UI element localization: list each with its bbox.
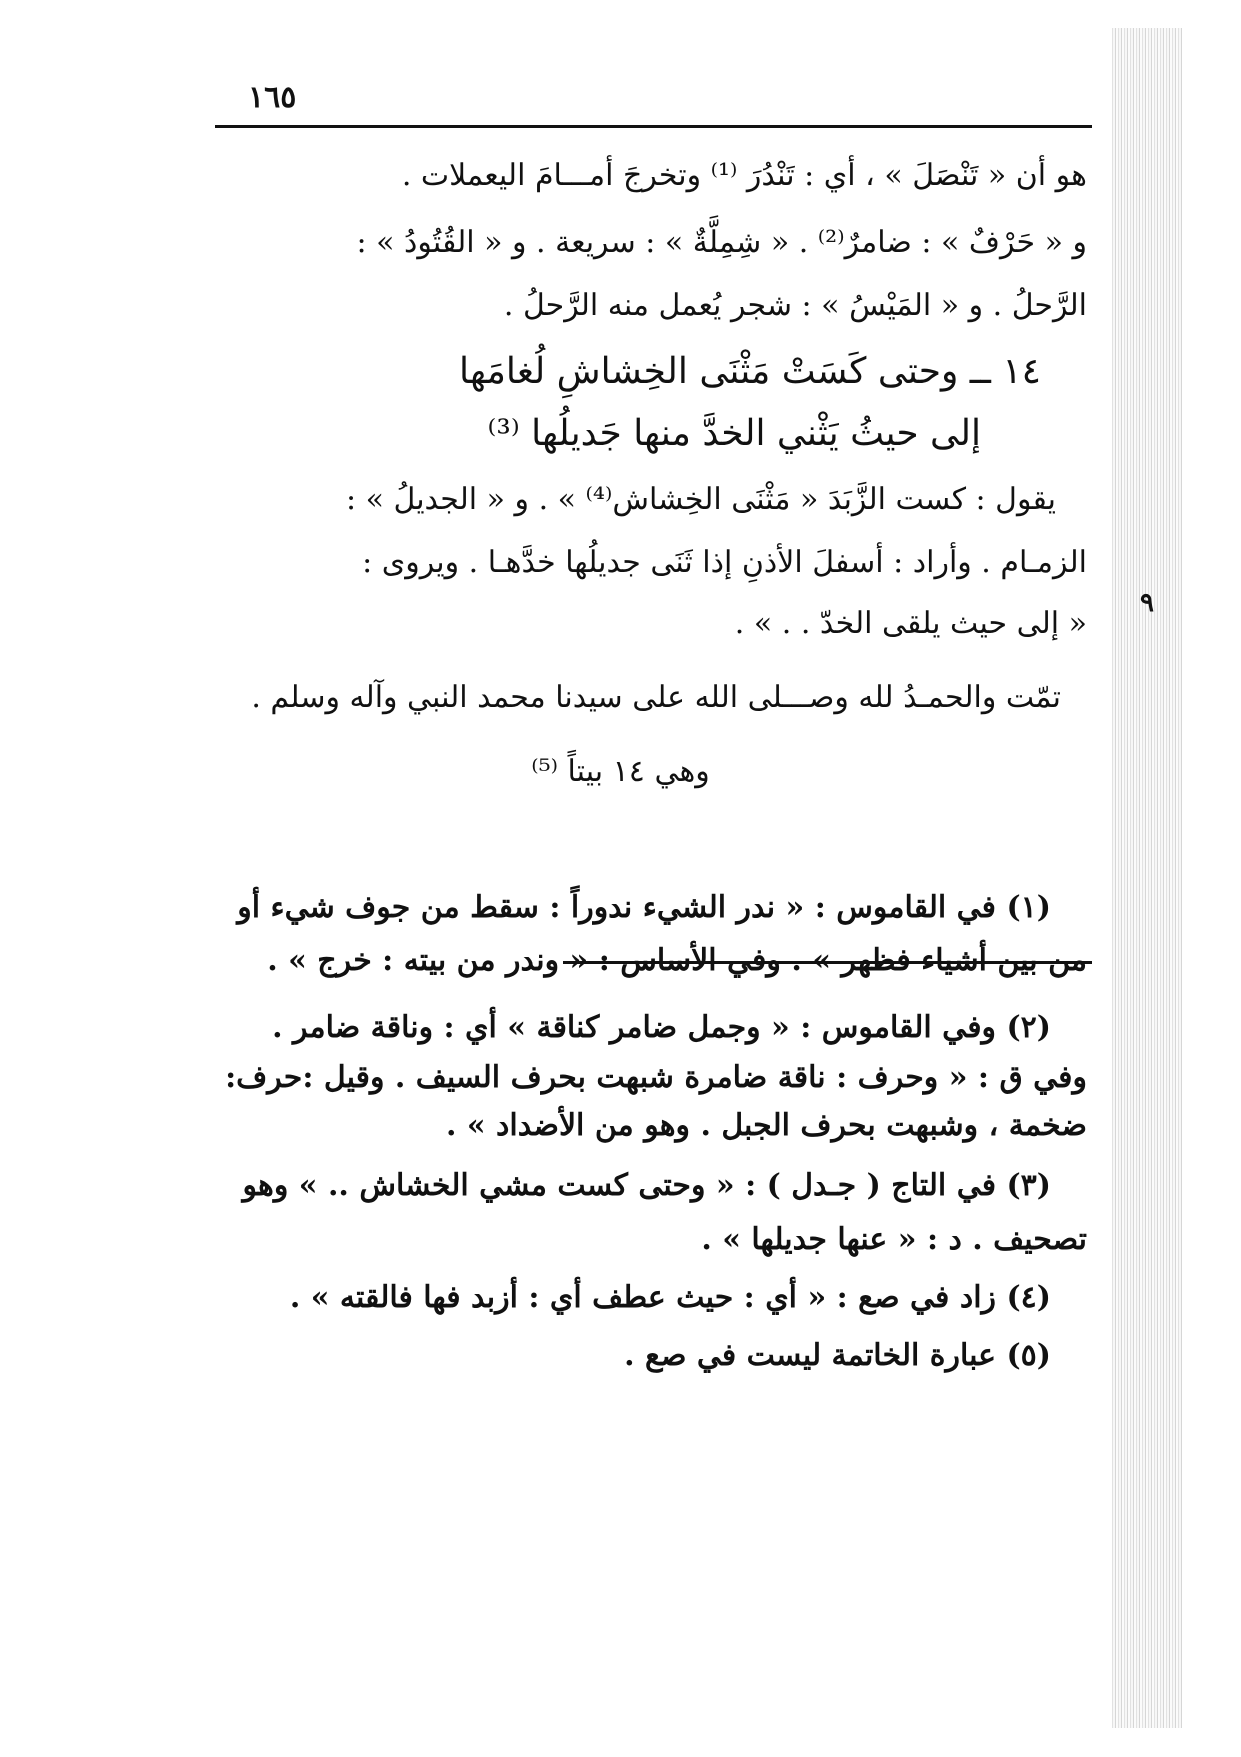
text-line: الرَّحلُ . و « المَيْسُ » : شجر يُعمل منه الرَّحلُ . — [503, 288, 1087, 323]
footnote-line: (٤) زاد في صع : « أي : حيث عطف أي : أزبد فها فالقته » . — [289, 1280, 1051, 1315]
footnote-line: ضخمة ، وشبهت بحرف الجبل . وهو من الأضداد » . — [445, 1108, 1087, 1143]
footnote-line: (٣) في التاج ( جـدل ) : « وحتى كست مشي الخشاش .. » وهو — [242, 1168, 1051, 1203]
text-line: الزمـام . وأراد : أسفلَ الأذنِ إذا ثَنَى جديلُها خدَّهـا . ويروى : — [362, 545, 1087, 580]
text-line: و « حَرْفٌ » : ضامرٌ⁽²⁾ . « شِمِلَّةٌ » : سريعة . و « القُتُودُ » : — [356, 225, 1087, 260]
verse-count: وهي ١٤ بيتاً ⁽⁵⁾ — [531, 754, 710, 789]
verse-line: ١٤ ــ وحتى كَسَتْ مَثْنَى الخِشاشِ لُغامَها — [459, 351, 1041, 392]
text-line: يقول : كست الزَّبَدَ « مَثْنَى الخِشاش⁽⁴⁾ » . و « الجديلُ » : — [345, 482, 1056, 517]
text-line: هو أن « تَنْصَلَ » ، أي : تَنْدُرَ ⁽¹⁾ وتخرجَ أمـــامَ اليعملات . — [401, 158, 1087, 193]
margin-number: ٩ — [1140, 588, 1154, 618]
verse-line: إلى حيثُ يَثْني الخدَّ منها جَديلُها ⁽³⁾ — [487, 413, 981, 454]
footnote-line: وفي ق : « وحرف : ناقة ضامرة شبهت بحرف السيف . وقيل :حرف: — [225, 1060, 1087, 1095]
footnote-line: من بين أشياء فظهر » . وفي الأساس : « وندر من بيته : خرج » . — [267, 943, 1087, 978]
footnote-line: تصحيف . د : « عنها جديلها » . — [701, 1222, 1087, 1257]
page-number: ١٦٥ — [248, 80, 297, 115]
page-edge-shadow — [1112, 28, 1182, 1728]
text-line: « إلى حيث يلقى الخدّ . . » . — [734, 606, 1087, 641]
header-rule — [215, 125, 1092, 128]
footnote-line: (٢) وفي القاموس : « وجمل ضامر كناقة » أي : وناقة ضامر . — [272, 1010, 1051, 1045]
closing-line: تمّت والحمـدُ لله وصـــلى الله على سيدنا محمد النبي وآله وسلم . — [251, 680, 1061, 715]
footnote-line: (٥) عبارة الخاتمة ليست في صع . — [624, 1338, 1051, 1373]
footnote-line: (١) في القاموس : « ندر الشيء ندوراً : سقط من جوف شيء أو — [237, 890, 1051, 925]
